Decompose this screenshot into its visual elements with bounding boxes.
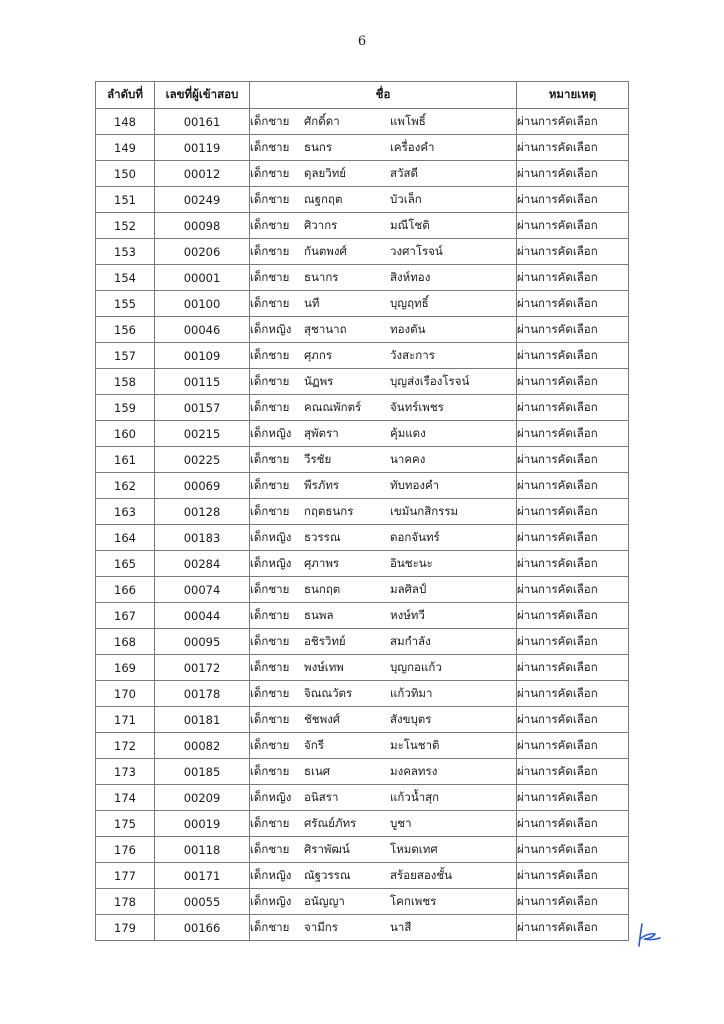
row-last-name: สังขบุตร [390,711,432,726]
row-exam-id: 00166 [155,915,250,941]
row-title: เด็กชาย [250,581,290,596]
row-name [250,863,517,889]
row-first-name: ธนพล [304,607,334,622]
row-title: เด็กชาย [250,763,290,778]
row-last-name: สิงห์ทอง [390,269,431,284]
row-first-name: ศุภกร [304,347,333,362]
row-first-name: อชิรวิทย์ [304,633,346,648]
row-name [250,239,517,265]
row-title: เด็กชาย [250,607,290,622]
row-first-name: ศรัณย์ภัทร [304,815,357,830]
row-first-name: กันตพงศ์ [304,243,347,258]
row-exam-id: 00098 [155,213,250,239]
row-title: เด็กชาย [250,399,290,414]
row-order: 148 [96,109,155,135]
row-name [250,733,517,759]
row-order: 176 [96,837,155,863]
table-row [96,421,629,447]
row-remark: ผ่านการคัดเลือก [517,369,629,395]
table-row [96,863,629,889]
row-remark: ผ่านการคัดเลือก [517,265,629,291]
table-row [96,785,629,811]
row-exam-id: 00082 [155,733,250,759]
table-row [96,499,629,525]
row-exam-id: 00119 [155,135,250,161]
row-first-name: จิณณวัตร [304,685,353,700]
row-order: 167 [96,603,155,629]
row-last-name: มณีโชติ [390,217,430,232]
row-first-name: ธนกร [304,139,333,154]
row-exam-id: 00181 [155,707,250,733]
row-last-name: ทองตัน [390,321,426,336]
row-first-name: ณฐกฤต [304,191,343,206]
row-last-name: แก้วน้ำสุก [390,789,440,804]
row-title: เด็กชาย [250,269,290,284]
header-name: ชื่อ [250,82,517,109]
table-row [96,811,629,837]
row-first-name: ศิราพัฒน์ [304,841,350,856]
row-name [250,369,517,395]
row-exam-id: 00118 [155,837,250,863]
row-first-name: ดุลยวิทย์ [304,165,347,180]
row-last-name: บูชา [390,815,412,830]
row-name [250,681,517,707]
row-title: เด็กหญิง [250,425,292,440]
row-exam-id: 00284 [155,551,250,577]
row-title: เด็กหญิง [250,529,292,544]
row-last-name: สมกำลัง [390,633,431,648]
row-name [250,889,517,915]
row-remark: ผ่านการคัดเลือก [517,525,629,551]
row-first-name: จักรี [304,737,324,752]
table-row [96,681,629,707]
row-remark: ผ่านการคัดเลือก [517,837,629,863]
row-last-name: มงคลทรง [390,763,438,778]
row-order: 158 [96,369,155,395]
row-first-name: อนัญญา [304,893,345,908]
row-title: เด็กชาย [250,685,290,700]
row-exam-id: 00225 [155,447,250,473]
row-name [250,421,517,447]
row-exam-id: 00074 [155,577,250,603]
row-exam-id: 00128 [155,499,250,525]
table-row [96,837,629,863]
row-title: เด็กชาย [250,165,290,180]
row-name [250,915,517,941]
row-order: 170 [96,681,155,707]
row-last-name: คุ้มแดง [390,425,426,440]
row-name [250,265,517,291]
table-row [96,707,629,733]
row-remark: ผ่านการคัดเลือก [517,395,629,421]
row-remark: ผ่านการคัดเลือก [517,603,629,629]
row-remark: ผ่านการคัดเลือก [517,239,629,265]
row-name [250,317,517,343]
row-order: 150 [96,161,155,187]
table-row [96,187,629,213]
row-last-name: แก้วทิมา [390,685,433,700]
row-title: เด็กชาย [250,113,290,128]
row-remark: ผ่านการคัดเลือก [517,681,629,707]
row-exam-id: 00249 [155,187,250,213]
row-remark: ผ่านการคัดเลือก [517,499,629,525]
row-remark: ผ่านการคัดเลือก [517,707,629,733]
row-last-name: อินชะนะ [390,555,433,570]
row-order: 161 [96,447,155,473]
row-order: 177 [96,863,155,889]
table-row [96,915,629,941]
row-name [250,161,517,187]
row-title: เด็กชาย [250,503,290,518]
row-remark: ผ่านการคัดเลือก [517,889,629,915]
row-remark: ผ่านการคัดเลือก [517,863,629,889]
table-row [96,369,629,395]
table-header [96,82,629,109]
row-name [250,707,517,733]
row-name [250,811,517,837]
row-remark: ผ่านการคัดเลือก [517,343,629,369]
row-exam-id: 00215 [155,421,250,447]
row-name [250,577,517,603]
row-name [250,759,517,785]
row-remark: ผ่านการคัดเลือก [517,629,629,655]
row-name [250,291,517,317]
row-title: เด็กชาย [250,217,290,232]
row-remark: ผ่านการคัดเลือก [517,915,629,941]
row-title: เด็กชาย [250,451,290,466]
row-first-name: กฤตธนกร [304,503,354,518]
row-order: 160 [96,421,155,447]
row-last-name: วังสะการ [390,347,435,362]
row-first-name: นที [304,295,320,310]
table-row [96,551,629,577]
row-remark: ผ่านการคัดเลือก [517,655,629,681]
row-first-name: พีรภัทร [304,477,340,492]
table-row [96,109,629,135]
row-name [250,213,517,239]
row-remark: ผ่านการคัดเลือก [517,109,629,135]
row-name [250,499,517,525]
table-row [96,317,629,343]
row-exam-id: 00012 [155,161,250,187]
row-first-name: ศิวากร [304,217,338,232]
row-last-name: เครื่องคำ [390,139,435,154]
row-first-name: ธวรรณ [304,529,341,544]
row-title: เด็กชาย [250,373,290,388]
page-number: 6 [357,34,367,49]
row-name [250,837,517,863]
row-first-name: ศักดิ์ดา [304,113,340,128]
row-name [250,525,517,551]
row-order: 157 [96,343,155,369]
header-exam-id: เลขที่ผู้เข้าสอบ [155,82,250,109]
row-name [250,655,517,681]
row-title: เด็กชาย [250,659,290,674]
row-title: เด็กชาย [250,295,290,310]
row-last-name: มลศิลป์ [390,581,427,596]
row-last-name: สวัสดี [390,165,418,180]
row-exam-id: 00100 [155,291,250,317]
row-title: เด็กชาย [250,477,290,492]
row-first-name: อนิสรา [304,789,339,804]
row-last-name: บุญกอแก้ว [390,659,442,674]
row-last-name: โคกเพชร [390,893,437,908]
row-remark: ผ่านการคัดเลือก [517,187,629,213]
row-title: เด็กชาย [250,633,290,648]
row-order: 156 [96,317,155,343]
row-first-name: สุชานาถ [304,321,347,336]
table-row [96,889,629,915]
row-title: เด็กชาย [250,243,290,258]
table-row [96,577,629,603]
row-title: เด็กหญิง [250,893,292,908]
row-exam-id: 00044 [155,603,250,629]
row-title: เด็กชาย [250,737,290,752]
row-exam-id: 00019 [155,811,250,837]
row-order: 178 [96,889,155,915]
row-order: 153 [96,239,155,265]
row-exam-id: 00206 [155,239,250,265]
row-title: เด็กหญิง [250,867,292,882]
table-row [96,343,629,369]
row-last-name: นาคคง [390,451,426,466]
row-name [250,135,517,161]
row-title: เด็กชาย [250,347,290,362]
row-first-name: จามีกร [304,919,338,934]
row-remark: ผ่านการคัดเลือก [517,447,629,473]
table-row [96,655,629,681]
row-title: เด็กหญิง [250,321,292,336]
header-remark: หมายเหตุ [517,82,629,109]
table-row [96,629,629,655]
row-remark: ผ่านการคัดเลือก [517,213,629,239]
row-first-name: พงษ์เทพ [304,659,344,674]
row-order: 171 [96,707,155,733]
row-last-name: โหมดเทศ [390,841,438,856]
row-order: 172 [96,733,155,759]
row-last-name: เขมันกสิกรรม [390,503,459,518]
table-body [96,109,629,941]
row-exam-id: 00046 [155,317,250,343]
row-last-name: บุญส่งเรืองโรจน์ [390,373,470,388]
header-order: ลำดับที่ [96,82,155,109]
table-row [96,135,629,161]
row-name [250,629,517,655]
row-name [250,447,517,473]
row-first-name: นัฏพร [304,373,334,388]
table-row [96,265,629,291]
row-first-name: วีรชัย [304,451,332,466]
table-row [96,291,629,317]
row-exam-id: 00161 [155,109,250,135]
row-first-name: สุพัตรา [304,425,339,440]
row-order: 155 [96,291,155,317]
row-title: เด็กหญิง [250,789,292,804]
table-row [96,473,629,499]
row-last-name: บุญฤทธิ์ [390,295,429,310]
row-remark: ผ่านการคัดเลือก [517,577,629,603]
row-name [250,109,517,135]
row-remark: ผ่านการคัดเลือก [517,811,629,837]
table-row [96,161,629,187]
row-order: 168 [96,629,155,655]
row-exam-id: 00171 [155,863,250,889]
row-remark: ผ่านการคัดเลือก [517,551,629,577]
row-order: 166 [96,577,155,603]
row-exam-id: 00069 [155,473,250,499]
row-name [250,187,517,213]
row-remark: ผ่านการคัดเลือก [517,785,629,811]
row-name [250,785,517,811]
row-title: เด็กชาย [250,191,290,206]
table-row [96,213,629,239]
row-last-name: แพโพธิ์ [390,113,426,128]
row-last-name: วงศาโรจน์ [390,243,443,258]
row-first-name: ธเนศ [304,763,331,778]
row-exam-id: 00095 [155,629,250,655]
row-remark: ผ่านการคัดเลือก [517,759,629,785]
row-order: 164 [96,525,155,551]
row-order: 151 [96,187,155,213]
row-exam-id: 00178 [155,681,250,707]
row-order: 174 [96,785,155,811]
row-title: เด็กหญิง [250,555,292,570]
row-order: 179 [96,915,155,941]
row-exam-id: 00115 [155,369,250,395]
row-exam-id: 00055 [155,889,250,915]
row-exam-id: 00185 [155,759,250,785]
row-last-name: ดอกจันทร์ [390,529,440,544]
row-remark: ผ่านการคัดเลือก [517,473,629,499]
row-title: เด็กชาย [250,841,290,856]
row-first-name: ศุภาพร [304,555,340,570]
row-order: 154 [96,265,155,291]
row-remark: ผ่านการคัดเลือก [517,291,629,317]
row-remark: ผ่านการคัดเลือก [517,161,629,187]
row-name [250,395,517,421]
row-name [250,551,517,577]
row-exam-id: 00109 [155,343,250,369]
row-first-name: ชัชพงศ์ [304,711,341,726]
row-last-name: มะโนชาติ [390,737,440,752]
row-first-name: คณณพักตร์ [304,399,362,414]
row-exam-id: 00183 [155,525,250,551]
row-order: 149 [96,135,155,161]
row-order: 162 [96,473,155,499]
row-order: 152 [96,213,155,239]
row-name [250,603,517,629]
table-row [96,239,629,265]
row-exam-id: 00209 [155,785,250,811]
row-first-name: ณัฐวรรณ [304,867,351,882]
row-last-name: ทับทองคำ [390,477,440,492]
row-last-name: จันทร์เพชร [390,399,444,414]
row-order: 175 [96,811,155,837]
table-row [96,603,629,629]
row-order: 163 [96,499,155,525]
row-last-name: สร้อยสองชั้น [390,867,453,882]
row-title: เด็กชาย [250,919,290,934]
row-remark: ผ่านการคัดเลือก [517,135,629,161]
row-order: 165 [96,551,155,577]
row-last-name: นาสี [390,919,412,934]
table-row [96,447,629,473]
row-exam-id: 00157 [155,395,250,421]
row-title: เด็กชาย [250,815,290,830]
row-exam-id: 00001 [155,265,250,291]
row-name [250,343,517,369]
row-last-name: บัวเล็ก [390,191,422,206]
row-remark: ผ่านการคัดเลือก [517,733,629,759]
row-remark: ผ่านการคัดเลือก [517,317,629,343]
row-title: เด็กชาย [250,711,290,726]
signature-mark [636,922,662,948]
row-first-name: ธนากร [304,269,339,284]
row-first-name: ธนกฤต [304,581,341,596]
table-row [96,733,629,759]
row-order: 173 [96,759,155,785]
table-row [96,525,629,551]
row-order: 169 [96,655,155,681]
row-title: เด็กชาย [250,139,290,154]
table-row [96,395,629,421]
row-exam-id: 00172 [155,655,250,681]
row-order: 159 [96,395,155,421]
row-remark: ผ่านการคัดเลือก [517,421,629,447]
table-row [96,759,629,785]
results-table [95,81,629,941]
row-last-name: หงษ์ทวี [390,607,425,622]
row-name [250,473,517,499]
